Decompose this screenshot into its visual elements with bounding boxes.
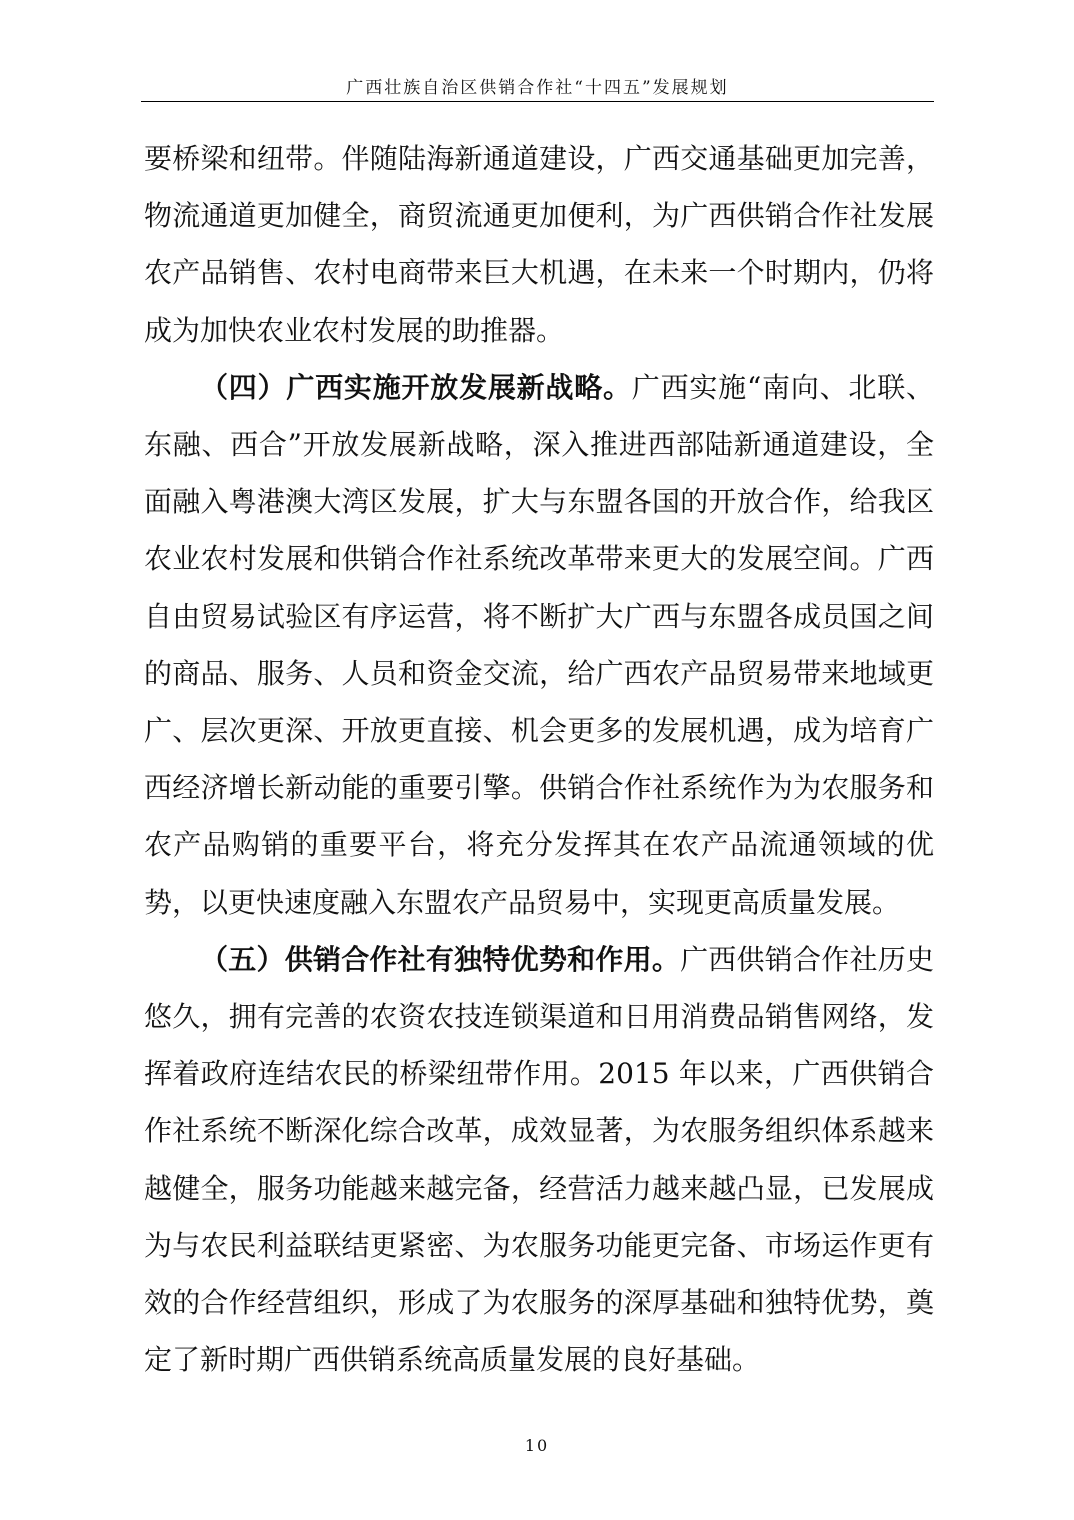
- section-heading-4: （四）广西实施开放发展新战略。: [200, 370, 632, 404]
- paragraph-text: 要桥梁和纽带。伴随陆海新通道建设，广西交通基础更加完善，物流通道更加健全，商贸流通更加便利，为广西供销合作社发展农产品销售、农村电商带来巨大机遇，在未来一个时期内，仍将成为加快农业农村发展的助推器。: [144, 142, 934, 347]
- body-text: [144, 130, 934, 1388]
- paragraph-continuation: [144, 130, 934, 359]
- page-number: 10: [524, 1436, 550, 1455]
- paragraph-text: 广西实施“南向、北联、东融、西合”开放发展新战略，深入推进西部陆新通道建设，全面融入粤港澳大湾区发展，扩大与东盟各国的开放合作，给我区农业农村发展和供销合作社系统改革带来更大的发展空间。广西自由贸易试验区有序运营，将不断扩大广西与东盟各成员国之间的商品、服务、人员和资金交流，给广西农产品贸易带来地域更广、层次更深、开放更直接、机会更多的发展机遇，成为培育广西经济增长新动能的重要引擎。供销合作社系统作为为农服务和农产品购销的重要平台，将充分发挥其在农产品流通领域的优势，以更快速度融入东盟农产品贸易中，实现更高质量发展。: [144, 370, 934, 919]
- paragraph-text: 广西供销合作社历史悠久，拥有完善的农资农技连锁渠道和日用消费品销售网络，发挥着政府连结农民的桥梁纽带作用。2015 年以来，广西供销合作社系统不断深化综合改革，成效显著，为农服务组织体系越来越健全，服务功能越来越完备，经营活力越来越凸显，已发展成为与农民利益联结更紧密、为农服务功能更完备、市场运作更有效的合作经营组织，形成了为农服务的深厚基础和独特优势，奠定了新时期广西供销系统高质量发展的良好基础。: [144, 942, 934, 1377]
- running-header: 广西壮族自治区供销合作社“十四五”发展规划: [346, 78, 729, 98]
- paragraph-section-4: [144, 359, 934, 931]
- section-heading-5: （五）供销合作社有独特优势和作用。: [200, 942, 681, 976]
- paragraph-section-5: [144, 931, 934, 1389]
- header-rule: [141, 101, 934, 102]
